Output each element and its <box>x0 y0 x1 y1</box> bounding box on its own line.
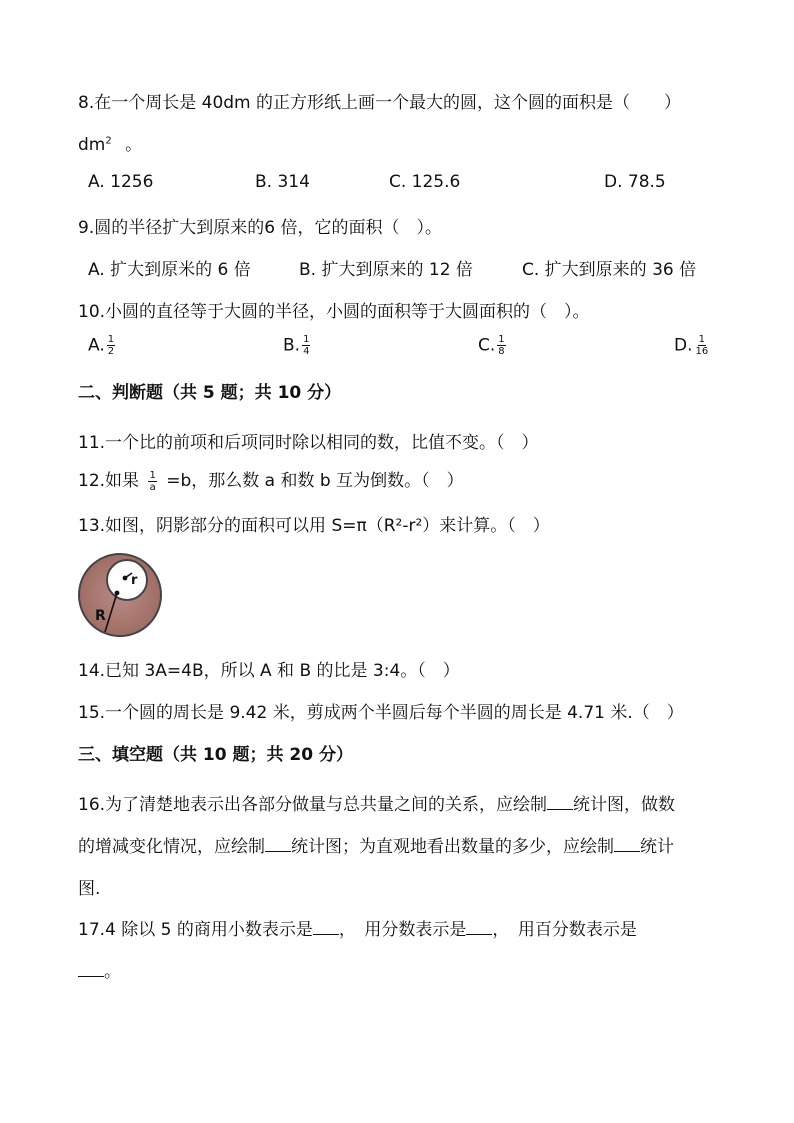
q9-option-b: B. 扩大到原来的 12 倍 <box>299 260 473 280</box>
fraction-numerator: 1 <box>498 334 505 345</box>
q16-line1 <box>78 790 675 815</box>
inner-radius-label: r <box>131 573 138 588</box>
q16-line2 <box>78 832 674 857</box>
q16-blank-1[interactable] <box>547 795 573 810</box>
fraction-numerator: 1 <box>149 469 156 481</box>
q9-text: 9.圆的半径扩大到原来的6 倍，它的面积（ ）。 <box>78 218 442 238</box>
q14-text: 14.已知 3A=4B，所以 A 和 B 的比是 3:4。（ ） <box>78 661 460 681</box>
q8-option-a: A. 1256 <box>88 172 154 192</box>
q16-text-2c: 统计 <box>640 837 674 857</box>
q17-blank-fraction[interactable] <box>466 920 492 935</box>
section-heading-fill-in: 三、填空题（共 10 题；共 20 分） <box>78 745 353 765</box>
q16-blank-3[interactable] <box>614 837 640 852</box>
q10-option-a-letter: A. <box>88 335 105 356</box>
q8-text: 8.在一个周长是 40dm 的正方形纸上画一个最大的圆，这个圆的面积是（ ） <box>78 93 682 113</box>
q10-option-a-fraction <box>107 334 115 357</box>
fraction-numerator: 1 <box>698 334 706 345</box>
q16-text-1a: 16.为了清楚地表示出各部分做量与总共量之间的关系，应绘制 <box>78 795 548 815</box>
q10-option-d <box>674 334 709 357</box>
q16-text-2a: 的增减变化情况，应绘制 <box>78 837 265 857</box>
q16-blank-2[interactable] <box>265 837 291 852</box>
q10-option-c <box>478 334 506 357</box>
q10-option-d-fraction <box>695 334 710 357</box>
q9-option-a: A. 扩大到原米的 6 倍 <box>88 260 251 280</box>
q17-blank-decimal[interactable] <box>313 920 339 935</box>
q17-line2 <box>78 957 121 982</box>
q10-text: 10.小圆的直径等于大圆的半径，小圆的面积等于大圆面积的（ ）。 <box>78 302 590 322</box>
q16-text-1b: 统计图，做数 <box>573 795 676 815</box>
outer-radius-label: R <box>95 608 106 624</box>
q12-fraction <box>148 470 156 493</box>
q12-prefix: 12.如果 <box>78 471 140 491</box>
q16-text-2b: 统计图；为直观地看出数量的多少，应绘制 <box>291 837 614 857</box>
q8-option-d: D. 78.5 <box>604 172 666 192</box>
q10-option-c-fraction <box>497 334 505 357</box>
annulus-figure <box>76 551 164 639</box>
q13-text: 13.如图，阴影部分的面积可以用 S=π（R²-r²）来计算。（ ） <box>78 516 550 536</box>
q17-line1 <box>78 915 637 940</box>
q10-option-a <box>88 334 115 357</box>
fraction-denominator: a <box>149 481 156 493</box>
q11-text: 11.一个比的前项和后项同时除以相同的数，比值不变。（ ） <box>78 433 539 453</box>
q8-unit-tail: 。 <box>125 135 143 155</box>
q9-option-c: C. 扩大到原来的 36 倍 <box>522 260 697 280</box>
q10-option-c-letter: C. <box>478 335 496 356</box>
q17-text-1c: ， 用百分数表示是 <box>492 920 637 940</box>
q10-option-b-fraction <box>302 334 310 357</box>
q10-option-b <box>283 334 310 357</box>
inner-circle <box>107 560 147 600</box>
q15-text: 15.一个圆的周长是 9.42 米，剪成两个半圆后每个半圆的周长是 4.71 米.（ ） <box>78 703 684 723</box>
q17-text-2: 。 <box>104 962 121 982</box>
fraction-denominator: 16 <box>695 346 709 357</box>
q17-text-1b: ， 用分数表示是 <box>338 920 467 940</box>
q8-option-c: C. 125.6 <box>389 172 461 192</box>
fraction-denominator: 2 <box>107 346 115 357</box>
fraction-numerator: 1 <box>303 334 310 345</box>
q8-unit-base: dm <box>78 135 106 155</box>
q8-unit <box>78 130 142 155</box>
fraction-denominator: 8 <box>498 346 505 357</box>
q17-blank-percent[interactable] <box>78 962 104 977</box>
q16-line3: 图. <box>78 879 101 899</box>
q10-option-b-letter: B. <box>283 335 301 356</box>
q8-unit-sup: 2 <box>105 135 112 147</box>
q12-suffix: =b，那么数 a 和数 b 互为倒数。（ ） <box>166 471 464 491</box>
q17-text-1a: 17.4 除以 5 的商用小数表示是 <box>78 920 313 940</box>
fraction-denominator: 4 <box>303 346 310 357</box>
q10-option-d-letter: D. <box>674 335 693 356</box>
section-heading-judgement: 二、判断题（共 5 题；共 10 分） <box>78 383 342 403</box>
fraction-numerator: 1 <box>107 334 115 345</box>
q8-option-b: B. 314 <box>255 172 310 192</box>
q12-text <box>78 466 464 493</box>
